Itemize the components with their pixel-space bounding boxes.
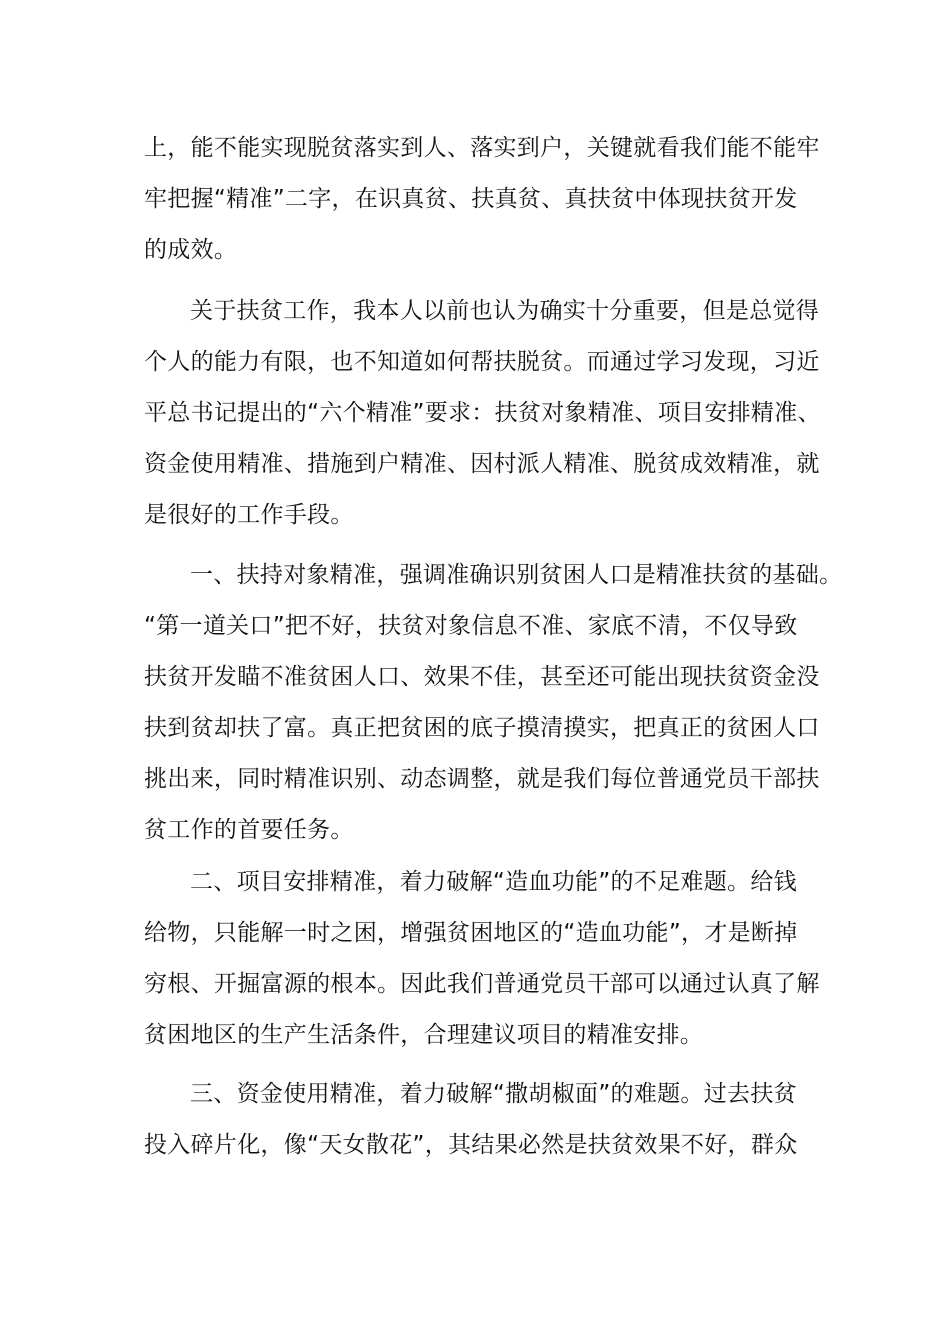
text-line: 上，能不能实现脱贫落实到人、落实到户，关键就看我们能不能牢 (144, 135, 820, 161)
text-line: 扶贫开发瞄不准贫困人口、效果不佳，甚至还可能出现扶贫资金没 (144, 664, 820, 690)
text-line: 关于扶贫工作，我本人以前也认为确实十分重要，但是总觉得 (190, 298, 820, 324)
text-line: 个人的能力有限，也不知道如何帮扶脱贫。而通过学习发现，习近 (144, 349, 820, 375)
paragraph-5 (144, 1069, 804, 1171)
text-line: 的成效。 (144, 237, 238, 263)
text-line: 贫工作的首要任务。 (144, 817, 354, 843)
paragraph-1 (144, 123, 820, 276)
text-line: 平总书记提出的“六个精准”要求：扶贫对象精准、项目安排精准、 (144, 400, 821, 426)
text-line: 挑出来，同时精准识别、动态调整，就是我们每位普通党员干部扶 (144, 766, 820, 792)
text-line: 是很好的工作手段。 (144, 502, 354, 528)
text-line: 扶到贫却扶了富。真正把贫困的底子摸清摸实，把真正的贫困人口 (144, 715, 820, 741)
paragraph-4 (144, 857, 820, 1061)
text-line: 牢把握“精准”二字，在识真贫、扶真贫、真扶贫中体现扶贫开发 (144, 186, 798, 212)
text-line: 一、扶持对象精准，强调准确识别贫困人口是精准扶贫的基础。 (190, 562, 843, 588)
text-line: 三、资金使用精准，着力破解“撒胡椒面”的难题。过去扶贫 (190, 1081, 797, 1107)
text-line: 二、项目安排精准，着力破解“造血功能”的不足难题。给钱 (190, 869, 797, 895)
text-line: 穷根、开掘富源的根本。因此我们普通党员干部可以通过认真了解 (144, 971, 820, 997)
paragraph-3 (144, 550, 843, 856)
text-line: 给物，只能解一时之困，增强贫困地区的“造血功能”，才是断掉 (144, 920, 798, 946)
text-line: 资金使用精准、措施到户精准、因村派人精准、脱贫成效精准，就 (144, 451, 820, 477)
paragraph-2 (144, 286, 821, 541)
text-line: 投入碎片化，像“天女散花”，其结果必然是扶贫效果不好，群众 (144, 1132, 798, 1158)
text-line: “第一道关口”把不好，扶贫对象信息不准、家底不清，不仅导致 (144, 613, 798, 639)
text-line: 贫困地区的生产生活条件，合理建议项目的精准安排。 (144, 1022, 704, 1048)
